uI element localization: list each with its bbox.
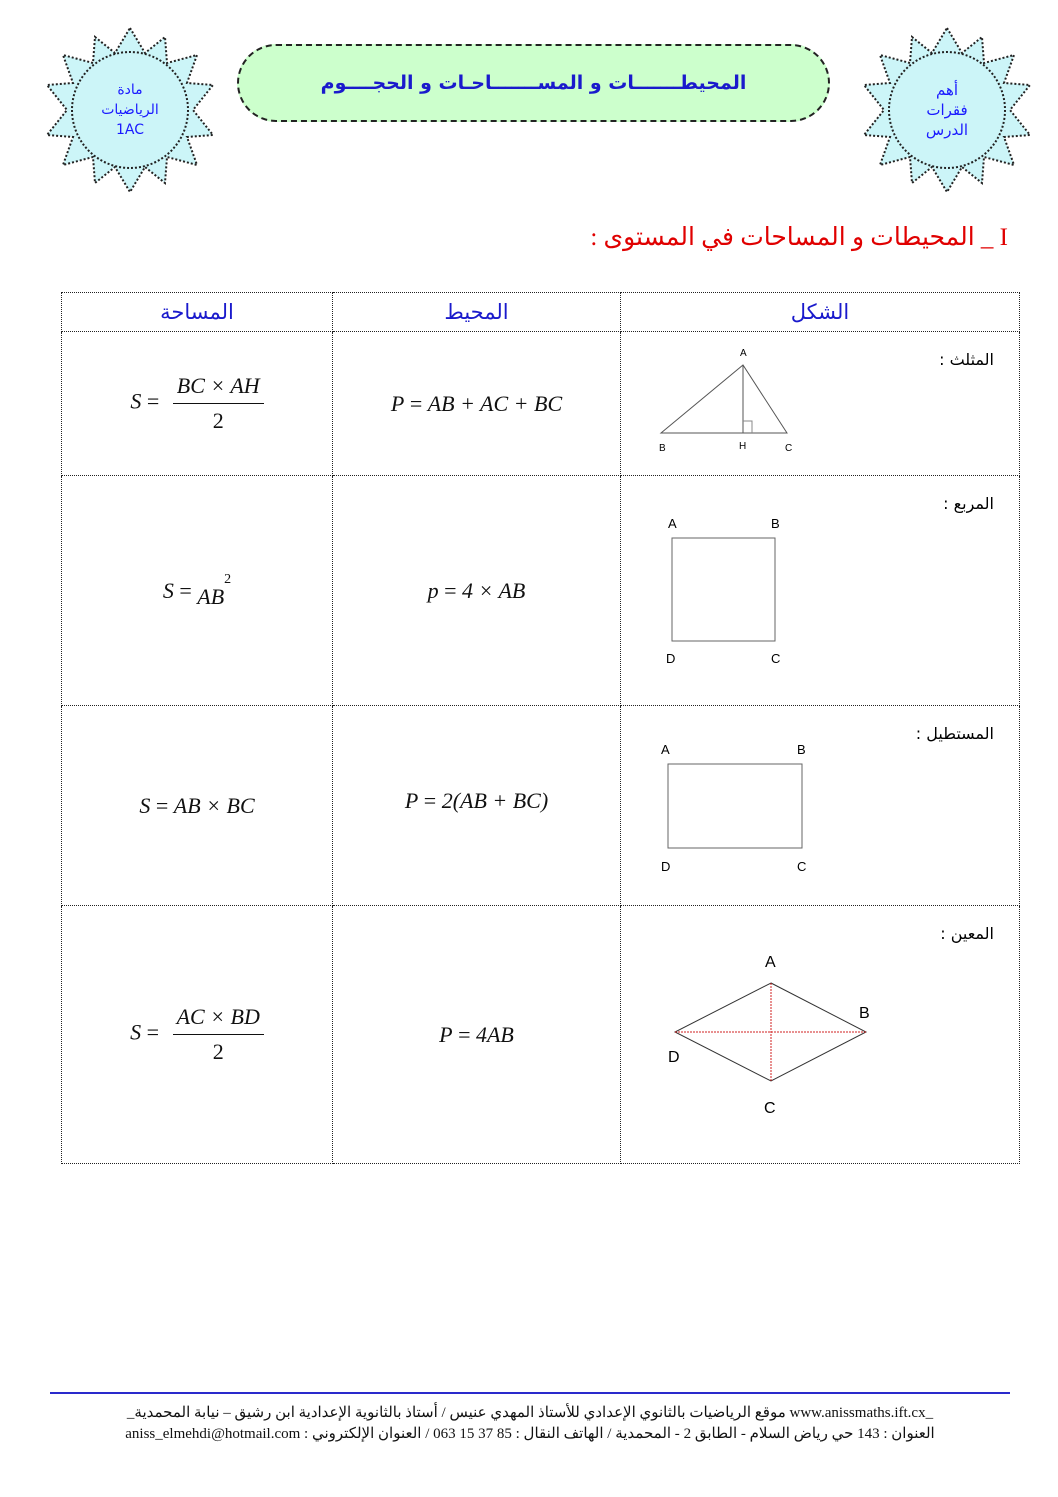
vertex-label: A (668, 516, 677, 531)
vertex-label: C (764, 1100, 776, 1116)
area-cell (62, 906, 333, 1164)
fraction-numerator: AC × BD (173, 1004, 264, 1035)
section-heading (590, 222, 1008, 252)
square-outline (672, 538, 775, 641)
perimeter-formula: P = 2(AB + BC) (404, 787, 549, 813)
shape-name: المربع : (943, 494, 994, 513)
perimeter-formula: P = 4AB (439, 1021, 514, 1047)
header-perimeter: المحيط (333, 293, 621, 332)
shape-name: المعين : (940, 924, 994, 943)
vertex-label: D (668, 1049, 680, 1066)
formula-rhs: AB + AC + BC (427, 390, 563, 416)
badge-line: الدرس (925, 121, 969, 139)
rhombus-figure (661, 941, 891, 1116)
subject-badge (45, 25, 215, 195)
table-row (62, 332, 1020, 476)
table-row (62, 476, 1020, 706)
page-title: المحيطـــــــات و المســـــــاحـات و الحجــــوم (320, 72, 747, 94)
badge-line: فقرات (926, 101, 968, 119)
table-header-row (62, 293, 1020, 332)
area-cell (62, 706, 333, 906)
formula-base: AB (197, 583, 225, 609)
formula-lhs: S (139, 792, 151, 818)
formula-rhs: 2(AB + BC) (441, 787, 549, 813)
area-formula: S = $\frac{AC \times BD}{2}$ (62, 1004, 332, 1065)
lesson-badge (862, 25, 1032, 195)
fraction-denominator: 2 (212, 408, 224, 433)
triangle-figure (651, 344, 811, 459)
lesson-badge-text (862, 25, 1032, 195)
area-cell (62, 332, 333, 476)
formula-lhs: S (130, 388, 142, 414)
shape-cell (621, 332, 1020, 476)
area-formula: S = AB × BC (139, 792, 255, 818)
vertex-label: A (661, 742, 670, 757)
area-cell (62, 476, 333, 706)
perimeter-formula: P = AB + AC + BC (390, 390, 563, 416)
title-banner (237, 44, 830, 122)
vertex-label: B (859, 1005, 870, 1022)
header-shape: الشكل (621, 293, 1020, 332)
fraction-denominator: 2 (212, 1039, 224, 1064)
fraction (173, 1004, 264, 1065)
vertex-label: D (666, 651, 676, 666)
formulas-table (61, 292, 1020, 1164)
formula-lhs: P (390, 390, 405, 416)
vertex-label: C (785, 443, 793, 454)
formula-lhs: S (162, 577, 174, 603)
header-area: المساحة (62, 293, 333, 332)
shape-name: المستطيل : (915, 724, 994, 743)
fraction (173, 373, 264, 434)
badge-line: مادة (117, 82, 143, 98)
square-figure (661, 506, 801, 676)
section-number: I (999, 224, 1008, 251)
vertex-label: C (797, 859, 807, 874)
right-angle-mark (743, 421, 752, 433)
formula-rhs: 4AB (475, 1021, 514, 1047)
fraction-numerator: BC × AH (173, 373, 264, 404)
vertex-label: B (659, 443, 666, 454)
shape-cell (621, 906, 1020, 1164)
section-title: _ المحيطات و المساحات في المستوى : (590, 224, 994, 251)
footer-rule (50, 1392, 1010, 1394)
vertex-label: B (771, 516, 780, 531)
shape-name: المثلث : (939, 350, 994, 369)
vertex-label: H (739, 441, 747, 452)
formula-lhs: P (404, 787, 419, 813)
vertex-label: C (771, 651, 781, 666)
vertex-label: D (661, 859, 671, 874)
perimeter-formula: p = 4 × AB (427, 577, 526, 603)
vertex-label: A (740, 348, 747, 359)
formula-lhs: P (439, 1021, 453, 1047)
subject-badge-text (45, 25, 215, 195)
shape-cell (621, 476, 1020, 706)
badge-line: أهم (935, 81, 959, 99)
area-formula: S = $\frac{BC \times AH}{2}$ (62, 373, 332, 434)
shape-cell (621, 706, 1020, 906)
formula-rhs: 4 × AB (462, 577, 526, 603)
footer-line-2: العنوان : 143 حي رياض السلام - الطابق 2 - المحمدية / الهاتف النقال : 85 37 15 063 / العنوان الإلكتروني : aniss_elmehdi@hotmail.com (125, 1426, 935, 1442)
formula-lhs: p (427, 577, 439, 603)
triangle-outline (661, 365, 787, 433)
perimeter-cell (333, 332, 621, 476)
formula-rhs: AB × BC (173, 792, 255, 818)
perimeter-cell (333, 476, 621, 706)
perimeter-cell (333, 706, 621, 906)
perimeter-cell (333, 906, 621, 1164)
badge-line: 1AC (116, 122, 145, 138)
vertex-label: A (765, 954, 776, 971)
badge-line: الرياضيات (101, 102, 159, 118)
vertex-label: B (797, 742, 806, 757)
rectangle-outline (668, 764, 802, 848)
area-formula: $S = AB^2$ (162, 572, 232, 609)
table-row (62, 906, 1020, 1164)
footer-line-1: _www.anissmaths.ift.cx موقع الرياضيات بالثانوي الإعدادي للأستاذ المهدي عنيس / أستاذ بالثانوية الإعدادية ابن رشيق – نيابة المحمدية_ (126, 1405, 934, 1421)
formula-lhs: S (130, 1019, 142, 1045)
formula-exponent: 2 (224, 572, 232, 588)
table-row (62, 706, 1020, 906)
rectangle-figure (657, 734, 827, 884)
